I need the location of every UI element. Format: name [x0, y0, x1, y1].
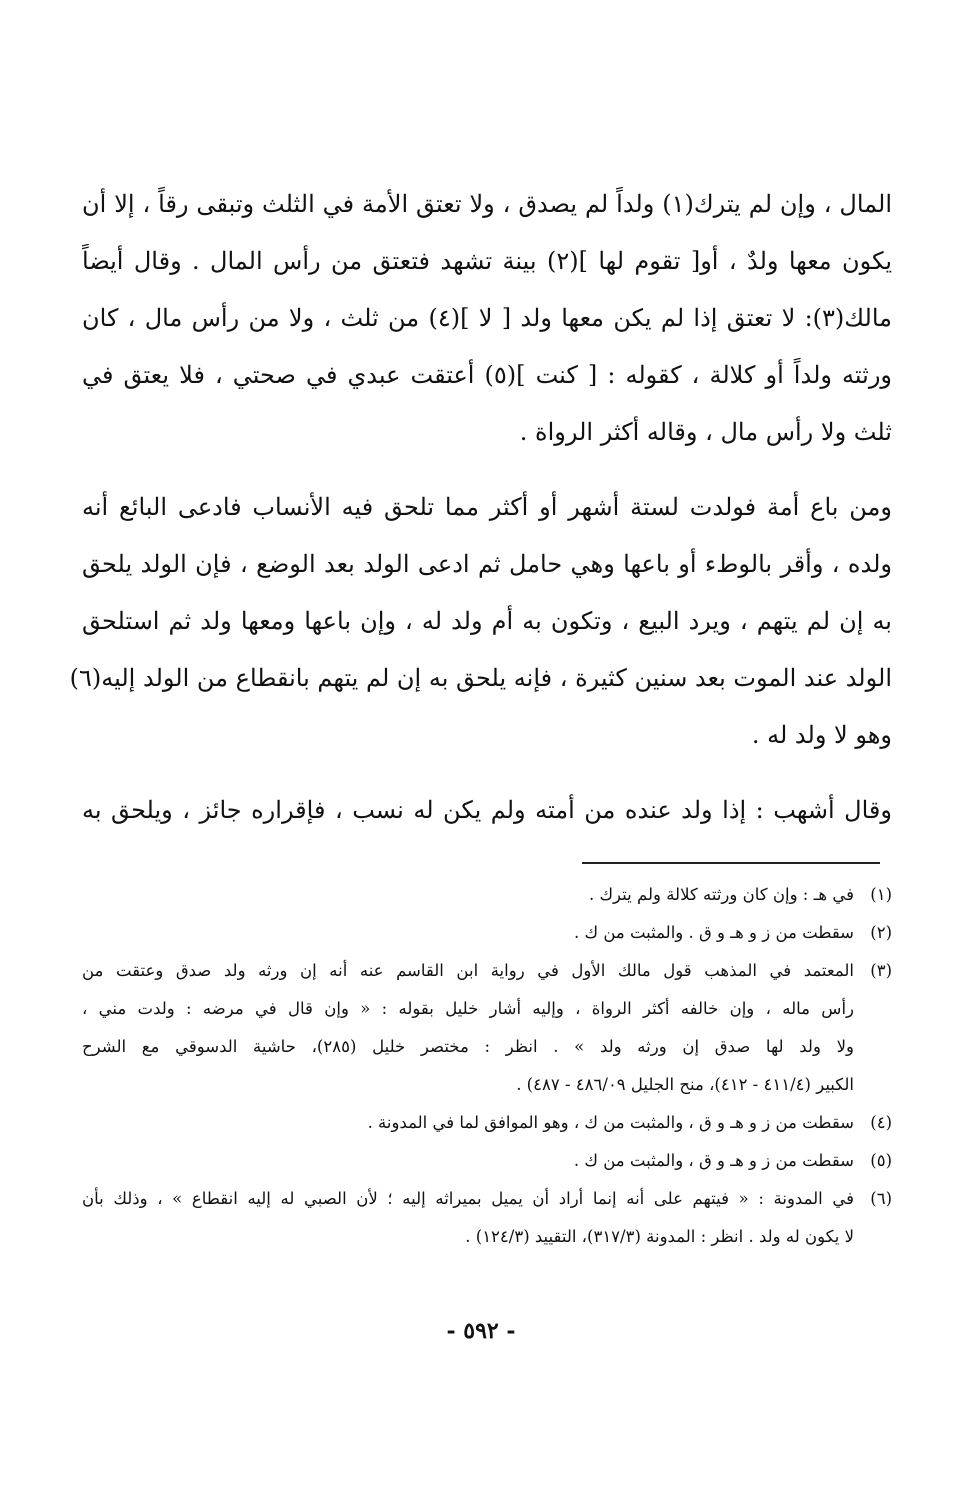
text-line: الولد عند الموت بعد سنين كثيرة ، فإنه يلحق به إن لم يتهم بانقطاع من الولد إليه(٦) [69, 664, 892, 692]
footnote-line: في المدونة : « فيتهم على أنه إنما أراد أن يميل بميراثه إليه ؛ لأن الصبي له إليه انقطاع » ، وذلك بأن [82, 1189, 854, 1208]
page-number: - ٥٩٢ - [446, 1318, 516, 1344]
paragraph-gap [82, 461, 892, 479]
footnote-line: سقطت من ز و هـ و ق ، والمثبت من ك ، وهو الموافق لما في المدونة . [367, 1113, 854, 1132]
text-line: ولده ، وأقر بالوطء أو باعها وهي حامل ثم ادعى الولد بعد الوضع ، فإن الولد يلحق [82, 550, 892, 578]
footnote-number: (١) [870, 885, 892, 904]
footnote-line: سقطت من ز و هـ و ق ، والمثبت من ك . [573, 1151, 854, 1170]
text-line: ومن باع أمة فولدت لستة أشهر أو أكثر مما تلحق فيه الأنساب فادعى البائع أنه [82, 493, 892, 521]
text-line: يكون معها ولدٌ ، أو[ تقوم لها ](٢) بينة تشهد فتعتق من رأس المال . وقال أيضاً [82, 247, 893, 275]
main-text [69, 176, 893, 839]
footnote-line: المعتمد في المذهب قول مالك الأول في رواية ابن القاسم عنه أنه إن ورثه ولد صدق وعتقت من [82, 961, 854, 980]
footnote [82, 876, 892, 914]
footnote-line: سقطت من ز و هـ و ق . والمثبت من ك . [573, 923, 854, 942]
footnote-text [82, 1104, 854, 1142]
footnote-number: (٤) [870, 1113, 892, 1132]
footnote-number: (٣) [870, 961, 892, 980]
footnote-line: في هـ : وإن كان ورثته كلالة ولم يترك . [588, 885, 854, 904]
text-line: وهو لا ولد له . [751, 721, 892, 749]
footnote [82, 952, 892, 1104]
footnote [82, 1142, 892, 1180]
text-line: ثلث ولا رأس مال ، وقاله أكثر الرواة . [519, 418, 892, 446]
footnote [82, 1180, 892, 1256]
footnote [82, 914, 892, 952]
footnote [82, 1104, 892, 1142]
footnote-number: (٥) [870, 1151, 892, 1170]
footnote-divider [582, 862, 880, 864]
text-line: المال ، وإن لم يترك(١) ولداً لم يصدق ، ولا تعتق الأمة في الثلث وتبقى رقاً ، إلا أن [82, 190, 892, 218]
footnotes [82, 876, 892, 1256]
text-line: به إن لم يتهم ، ويرد البيع ، وتكون به أم ولد له ، وإن باعها ومعها ولد ثم استلحق [82, 607, 892, 635]
footnote-text [82, 952, 854, 1104]
paragraph-gap [82, 764, 892, 782]
footnote-number: (٦) [870, 1189, 892, 1208]
footnote-line: رأس ماله ، وإن خالفه أكثر الرواة ، وإليه أشار خليل بقوله : « وإن قال في مرضه : ولدت مني ، [82, 999, 854, 1018]
footnote-text [82, 1142, 854, 1180]
text-line: ورثته ولداً أو كلالة ، كقوله : [ كنت ](٥) أعتقت عبدي في صحتي ، فلا يعتق في [82, 361, 893, 389]
footnote-text [82, 1180, 854, 1256]
footnote-line: الكبير (٤١١/٤ - ٤١٢)، منح الجليل ٤٨٦/٠٩ - ٤٨٧) . [516, 1075, 854, 1094]
footnote-number: (٢) [870, 923, 892, 942]
footnote-text [82, 914, 854, 952]
text-line: وقال أشهب : إذا ولد عنده من أمته ولم يكن له نسب ، فإقراره جائز ، ويلحق به [82, 796, 892, 824]
text-line: مالك(٣): لا تعتق إذا لم يكن معها ولد [ لا ](٤) من ثلث ، ولا من رأس مال ، كان [82, 304, 892, 332]
footnote-line: لا يكون له ولد . انظر : المدونة (٣١٧/٣)، التقييد (١٢٤/٣) . [465, 1227, 854, 1246]
footnote-line: ولا ولد لها صدق إن ورثه ولد » . انظر : مختصر خليل (٢٨٥)، حاشية الدسوقي مع الشرح [82, 1037, 854, 1056]
footnote-text [82, 876, 854, 914]
